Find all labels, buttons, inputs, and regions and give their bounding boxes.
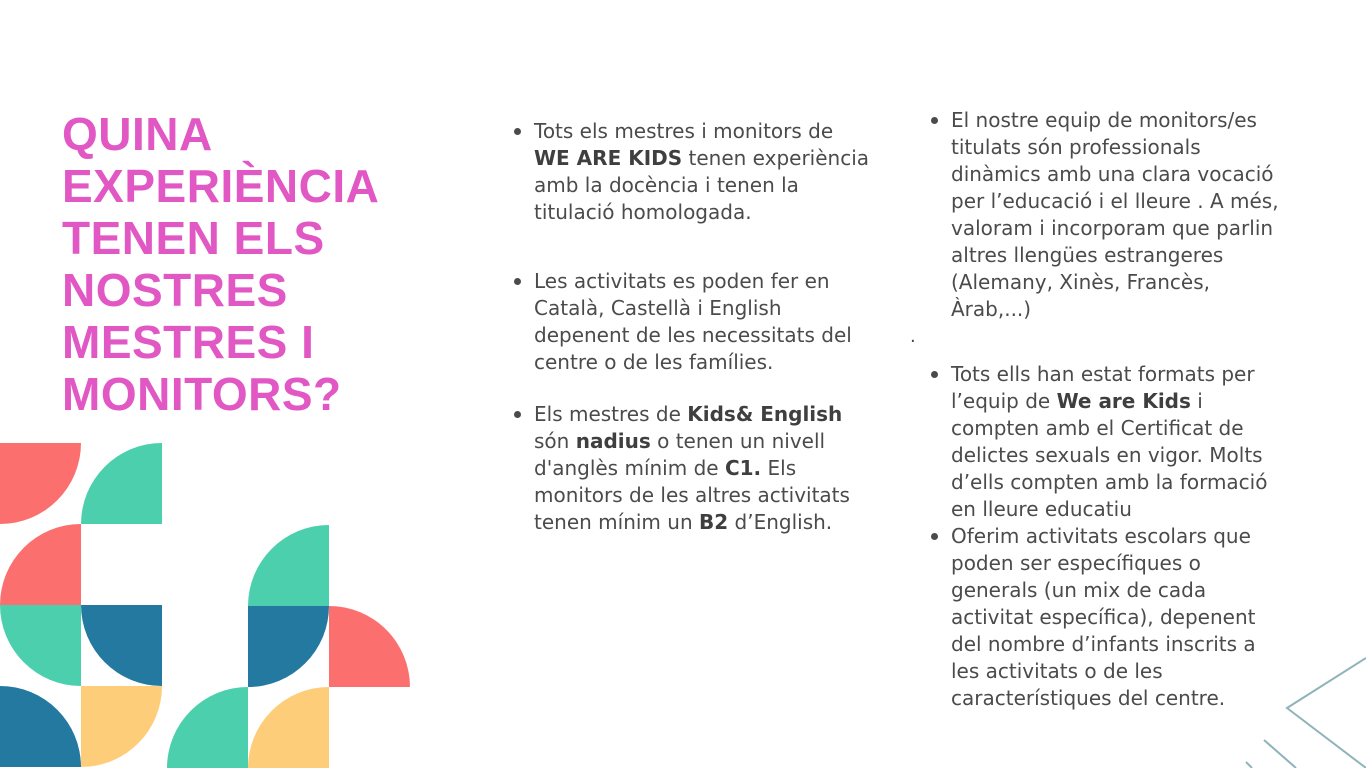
- text: valoram i incorporam que parlin: [951, 216, 1274, 240]
- text: d'anglès mínim de: [534, 456, 725, 480]
- text: Oferim activitats escolars que: [951, 524, 1251, 548]
- text: dinàmics amb una clara vocació: [951, 162, 1274, 186]
- bullet-text-line: [951, 134, 1349, 161]
- bullet-text-line: [534, 509, 882, 536]
- bullet-text-line: [951, 550, 1349, 577]
- text: tenen mínim un: [534, 510, 699, 534]
- stray-dot: .: [910, 326, 916, 347]
- bullet-item: [929, 361, 1349, 523]
- bullet-text-line: [951, 685, 1349, 712]
- bullet-text-line: [534, 268, 882, 295]
- text: d’English.: [728, 510, 833, 534]
- page-title: [62, 108, 462, 420]
- bullet-item: [929, 107, 1349, 323]
- bullet-text-line: [951, 523, 1349, 550]
- title-line: MESTRES I: [62, 316, 315, 368]
- text: i: [1190, 389, 1203, 413]
- bullet-text-line: [534, 455, 882, 482]
- bullet-text-line: [534, 482, 882, 509]
- bold-text: nadius: [575, 429, 651, 453]
- text: Català, Castellà i English: [534, 296, 782, 320]
- bullet-text-line: [951, 604, 1349, 631]
- text: compten amb el Certificat de: [951, 416, 1244, 440]
- text: del nombre d’infants inscrits a: [951, 632, 1256, 656]
- bold-text: We are Kids: [1056, 389, 1191, 413]
- text: tenen experiència: [682, 146, 870, 170]
- bullet-text-line: [951, 388, 1349, 415]
- text: l’equip de: [951, 389, 1057, 413]
- bullet-item: [512, 118, 882, 226]
- text: El nostre equip de monitors/es: [951, 108, 1257, 132]
- text: monitors de les altres activitats: [534, 483, 850, 507]
- bullet-text-line: [951, 107, 1349, 134]
- bullet-text-line: [534, 145, 882, 172]
- bullet-item: [929, 523, 1349, 712]
- bullet-text-line: [951, 442, 1349, 469]
- text: d’ells compten amb la formació: [951, 470, 1268, 494]
- bullet-text-line: [951, 269, 1349, 296]
- bullet-text-line: [951, 415, 1349, 442]
- bullet-item: [512, 268, 882, 376]
- bullet-text-line: [534, 349, 882, 376]
- bullet-text-line: [951, 215, 1349, 242]
- text: altres llengües estrangeres: [951, 243, 1224, 267]
- text: (Alemany, Xinès, Francès,: [951, 270, 1210, 294]
- title-line: MONITORS?: [62, 368, 342, 420]
- bullet-text-line: [951, 188, 1349, 215]
- text: activitat específica), depenent: [951, 605, 1256, 629]
- title-line: QUINA: [62, 108, 213, 160]
- bullet-text-line: [951, 496, 1349, 523]
- text: Tots ells han estat formats per: [951, 362, 1255, 386]
- bullet-text-line: [534, 428, 882, 455]
- bullet-text-line: [534, 172, 882, 199]
- bullet-item: [512, 401, 882, 536]
- text: Els: [761, 456, 797, 480]
- text: Els mestres de: [534, 402, 688, 426]
- bullet-text-line: [951, 296, 1349, 323]
- bold-text: B2: [698, 510, 729, 534]
- bullet-text-line: [951, 242, 1349, 269]
- text: en lleure educatiu: [951, 497, 1132, 521]
- text: delictes sexuals en vigor. Molts: [951, 443, 1263, 467]
- bullet-text-line: [951, 469, 1349, 496]
- bullet-text-line: [951, 161, 1349, 188]
- bullet-text-line: [534, 322, 882, 349]
- title-line: TENEN ELS: [62, 212, 325, 264]
- text: característiques del centre.: [951, 686, 1226, 710]
- text: generals (un mix de cada: [951, 578, 1207, 602]
- bold-text: C1.: [724, 456, 762, 480]
- text: o tenen un nivell: [650, 429, 826, 453]
- title-line: NOSTRES: [62, 264, 288, 316]
- text: Les activitats es poden fer en: [534, 269, 830, 293]
- text: depenent de les necessitats del: [534, 323, 852, 347]
- text: titulats són professionals: [951, 135, 1201, 159]
- bold-text: Kids& English: [687, 402, 843, 426]
- text: amb la docència i tenen la: [534, 173, 799, 197]
- bullet-list-left: [512, 118, 882, 536]
- text: les activitats o de les: [951, 659, 1163, 683]
- text: centre o de les famílies.: [534, 350, 774, 374]
- bullet-text-line: [534, 199, 882, 226]
- text: són: [534, 429, 576, 453]
- bullet-text-line: [534, 401, 882, 428]
- bullet-text-line: [534, 118, 882, 145]
- bullet-text-line: [951, 577, 1349, 604]
- bullet-text-line: [951, 658, 1349, 685]
- text: Àrab,...): [951, 297, 1032, 321]
- title-line: EXPERIÈNCIA: [62, 160, 380, 212]
- bullet-list-right: [929, 107, 1349, 712]
- text: Tots els mestres i monitors de: [534, 119, 834, 143]
- bullet-text-line: [951, 361, 1349, 388]
- text: titulació homologada.: [534, 200, 752, 224]
- text: per l’educació i el lleure . A més,: [951, 189, 1279, 213]
- bullet-text-line: [951, 631, 1349, 658]
- bullet-text-line: [534, 295, 882, 322]
- text: poden ser específiques o: [951, 551, 1201, 575]
- bold-text: WE ARE KIDS: [534, 146, 683, 170]
